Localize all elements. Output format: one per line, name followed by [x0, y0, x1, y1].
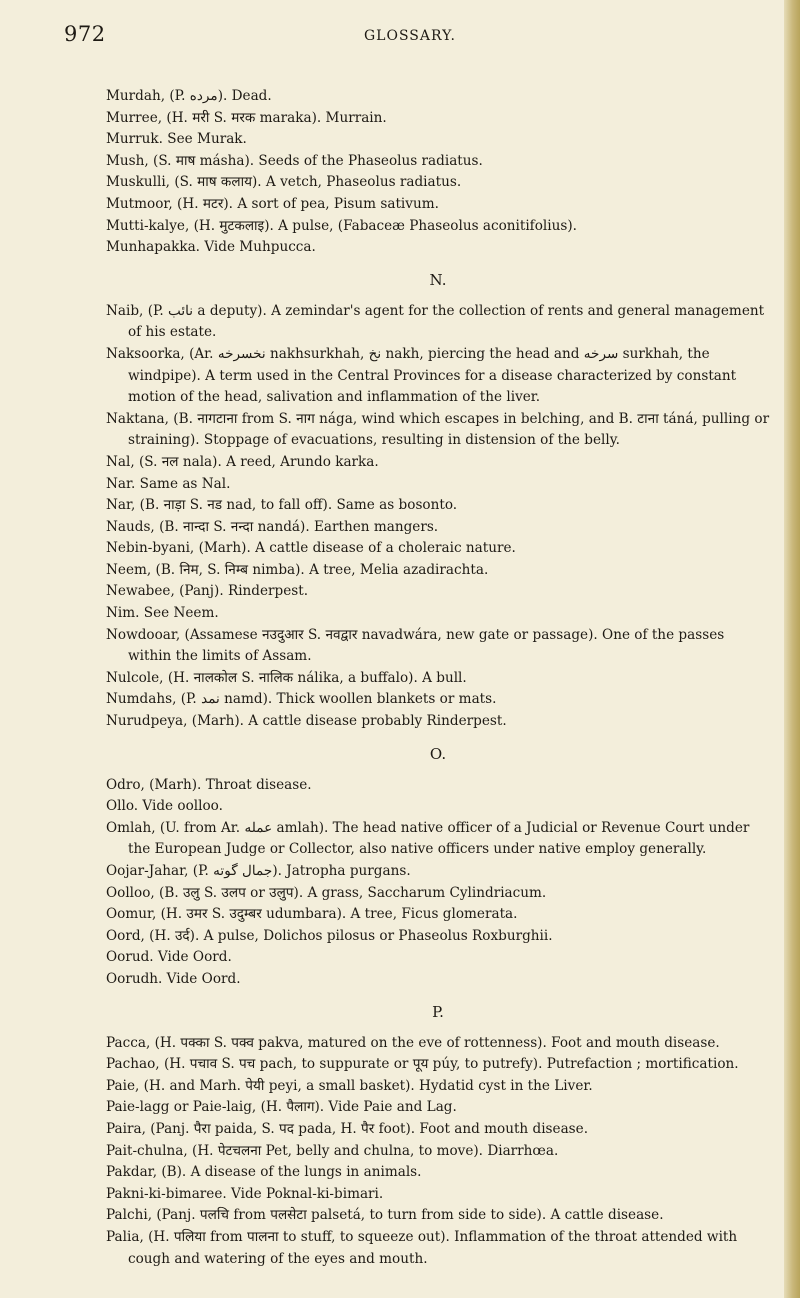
glossary-entry: Naktana, (B. नागटाना from S. नाग nága, wind which escapes in belching, and B. टाना táná, pulling or straining). Stoppage of evacuations, resulting in distension of the belly. — [106, 410, 770, 449]
glossary-entry: Naksoorka, (Ar. نخسرخه nakhsurkhah, نخ nakh, piercing the head and سرخه surkhah, the windpipe). A term used in the Central Provinces for a disease characterized by constant motion of the head, salivation and inflammation of the liver. — [106, 345, 737, 406]
glossary-entry: Murdah, (P. مرده). Dead. — [106, 88, 272, 104]
glossary-entry: Muskulli, (S. माष कलाय). A vetch, Phaseolus radiatus. — [106, 174, 462, 191]
page-number: 972 — [64, 22, 106, 46]
glossary-entry: Paie, (H. and Marh. पेयी peyi, a small basket). Hydatid cyst in the Liver. — [106, 1077, 593, 1094]
glossary-entry: Nowdooar, (Assamese नउदुआर S. नवद्वार navadwára, new gate or passage). One of the passes within the limits of Assam. — [106, 626, 725, 665]
glossary-entry: Numdahs, (P. نمد namd). Thick woollen blankets or mats. — [106, 691, 497, 708]
glossary-entry: Paie-lagg or Paie-laig, (H. पैलाग). Vide Paie and Lag. — [106, 1099, 457, 1116]
glossary-entry: Pait-chulna, (H. पेटचलना Pet, belly and chulna, to move). Diarrhœa. — [106, 1142, 559, 1159]
glossary-entry: Paira, (Panj. पैरा paida, S. पद pada, H. पैर foot). Foot and mouth disease. — [106, 1120, 589, 1137]
glossary-entry: Murree, (H. मरी S. मरक maraka). Murrain. — [106, 109, 387, 126]
glossary-entry: Nebin-byani, (Marh). A cattle disease of a choleraic nature. — [106, 540, 516, 557]
glossary-entry: Nar, (B. नाड़ा S. नड nad, to fall off). Same as bosonto. — [106, 497, 458, 514]
section-letter-heading: P. — [432, 1002, 444, 1021]
glossary-entry: Oorud. Vide Oord. — [106, 949, 232, 966]
glossary-content — [106, 86, 770, 1270]
glossary-entry: Munhapakka. Vide Muhpucca. — [106, 239, 316, 256]
glossary-entry: Pachao, (H. पचाव S. पच pach, to suppurate or पूय púy, to putrefy). Putrefaction ; mortification. — [106, 1056, 739, 1073]
glossary-entry: Naib, (P. نائب a deputy). A zemindar's agent for the collection of rents and general management of his estate. — [106, 302, 765, 341]
glossary-entry: Oord, (H. उर्द). A pulse, Dolichos pilosus or Phaseolus Roxburghii. — [106, 927, 553, 944]
glossary-entry: Palchi, (Panj. पलचि from पलसेटा palsetá, to turn from side to side). A cattle disease. — [106, 1207, 664, 1224]
glossary-entry: Oomur, (H. उमर S. उदुम्बर udumbara). A tree, Ficus glomerata. — [106, 906, 518, 923]
glossary-section-p — [106, 1002, 770, 1271]
glossary-entry: Nim. See Neem. — [106, 605, 219, 622]
section-letter-heading: N. — [429, 270, 447, 289]
glossary-entry: Murruk. See Murak. — [106, 131, 247, 148]
section-letter-heading: O. — [429, 744, 447, 763]
glossary-entry: Pacca, (H. पक्का S. पक्व pakva, matured on the eve of rottenness). Foot and mouth disease. — [106, 1034, 720, 1051]
glossary-entry: Nauds, (B. नान्दा S. नन्दा nandá). Earthen mangers. — [106, 518, 439, 535]
page-header — [0, 0, 780, 60]
glossary-entry: Oorudh. Vide Oord. — [106, 970, 241, 987]
glossary-entry: Mush, (S. माष másha). Seeds of the Phaseolus radiatus. — [106, 152, 483, 169]
glossary-section-n — [106, 270, 770, 733]
glossary-entry: Pakdar, (B). A disease of the lungs in animals. — [106, 1164, 422, 1181]
glossary-entry: Nal, (S. नल nala). A reed, Arundo karka. — [106, 453, 379, 470]
glossary-entry: Nurudpeya, (Marh). A cattle disease probably Rinderpest. — [106, 713, 507, 730]
glossary-entry: Mutti-kalye, (H. मुटकलाइ). A pulse, (Fabaceæ Phaseolus aconitifolius). — [106, 217, 577, 234]
glossary-entry: Palia, (H. पलिया from पालना to stuff, to squeeze out). Inflammation of the throat attended with cough and watering of the eyes and mouth. — [106, 1228, 738, 1267]
page-edge — [784, 0, 800, 1298]
glossary-entry: Pakni-ki-bimaree. Vide Poknal-ki-bimari. — [106, 1185, 384, 1202]
glossary-entry: Odro, (Marh). Throat disease. — [106, 776, 312, 793]
glossary-section-o — [106, 744, 770, 991]
glossary-entry: Neem, (B. निम, S. निम्ब nimba). A tree, Melia azadirachta. — [106, 561, 489, 578]
glossary-entry: Oojar-Jahar, (P. جمال گوته). Jatropha purgans. — [106, 863, 411, 879]
glossary-entry: Oolloo, (B. उलु S. उलप or उलुप). A grass, Saccharum Cylindriacum. — [106, 884, 547, 901]
glossary-entry: Omlah, (U. from Ar. عمله amlah). The head native officer of a Judicial or Revenue Court under the European Judge or Collector, also native officers under native employ generally. — [106, 819, 750, 858]
running-head: GLOSSARY. — [364, 28, 457, 44]
glossary-entry: Mutmoor, (H. मटर). A sort of pea, Pisum sativum. — [106, 195, 439, 212]
glossary-entry: Newabee, (Panj). Rinderpest. — [106, 583, 309, 600]
glossary-entry: Ollo. Vide oolloo. — [106, 798, 223, 815]
glossary-entry: Nulcole, (H. नालकोल S. नालिक nálika, a buffalo). A bull. — [106, 669, 467, 686]
glossary-section-m — [106, 86, 770, 259]
glossary-entry: Nar. Same as Nal. — [106, 475, 231, 492]
